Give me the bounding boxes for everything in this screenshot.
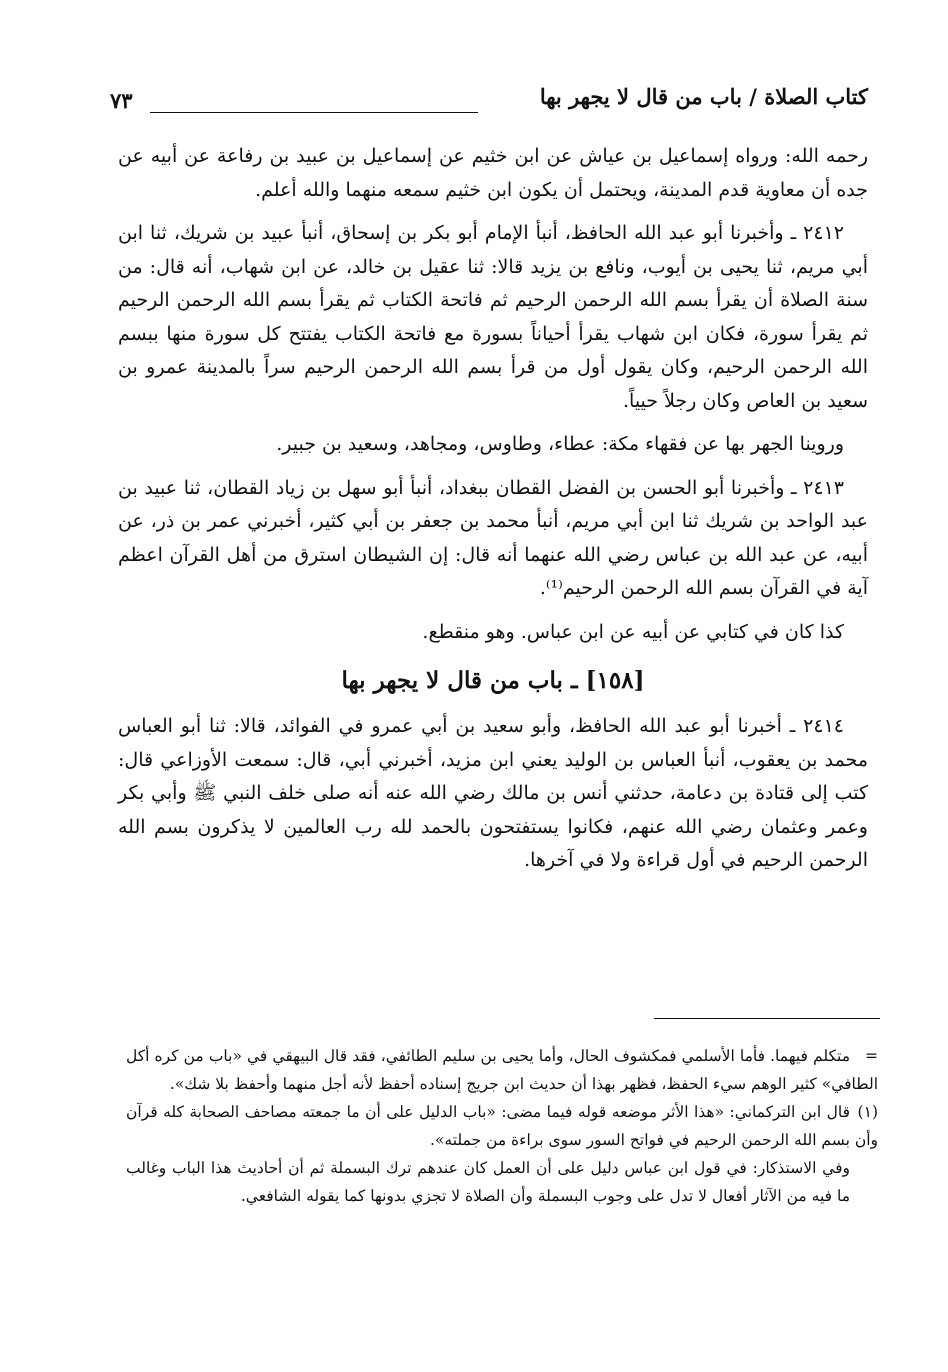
- footnote-text: متكلم فيهما. فأما الأسلمي فمكشوف الحال، وأما يحيى بن سليم الطائفي، فقد قال البيهقي في «باب من كره أكل الطافي» كثير الوهم سيء الحفظ، فظهر بهذا أن حديث ابن جريج إسناده أحفظ لأنه أجل منهما وأحفظ بلا شك».: [126, 1047, 878, 1093]
- footnote-separator: [654, 1018, 880, 1019]
- running-header: [110, 84, 868, 124]
- hadith-2413: ٢٤١٣ ـ وأخبرنا أبو الحسن بن الفضل القطان ببغداد، أنبأ أبو سهل بن زياد القطان، ثنا عبيد بن عبد الواحد بن شريك ثنا ابن أبي مريم، أنبأ محمد بن جعفر بن أبي كثير، أخبرني عمر بن ذر، عن أبيه، عن عبد الله بن عباس رضي الله عنهما أنه قال: إن الشيطان استرق من أهل القرآن اعظم آية في القرآن بسم الله الرحمن الرحيم⁽¹⁾.: [118, 476, 868, 599]
- footnote-text: قال ابن التركماني: «هذا الأثر موضعه قوله فيما مضى: «باب الدليل على أن ما جمعته مصاحف الصحابة كله قرآن وأن بسم الله الرحمن الرحيم في فواتح السور سوى براءة من جملته».: [126, 1103, 878, 1149]
- paragraph-jahr-narrations: وروينا الجهر بها عن فقهاء مكة: عطاء، وطاوس، ومجاهد، وسعيد بن جبير.: [276, 433, 844, 455]
- paragraph-comment: كذا كان في كتابي عن أبيه عن ابن عباس. وهو منقطع.: [422, 620, 844, 643]
- main-text: [118, 140, 868, 888]
- running-title: كتاب الصلاة / باب من قال لا يجهر بها: [539, 84, 868, 109]
- footnote-1: [126, 1098, 878, 1154]
- hadith-2412: ٢٤١٢ ـ وأخبرنا أبو عبد الله الحافظ، أنبأ الإمام أبو بكر بن إسحاق، أنبأ عبيد بن شريك، ثنا ابن أبي مريم، ثنا يحيى بن أيوب، ونافع بن يزيد قالا: ثنا عقيل بن خالد، عن ابن شهاب، أنه قال: من سنة الصلاة أن يقرأ بسم الله الرحمن الرحيم ثم فاتحة الكتاب ثم يقرأ بسم الله الرحمن الرحيم ثم يقرأ سورة، فكان ابن شهاب يقرأ أحياناً بسورة مع فاتحة الكتاب يفتتح كل سورة منها ببسم الله الرحمن الرحيم، وكان يقول أول من قرأ بسم الله الرحمن الرحيم سراً بالمدينة عمرو بن سعيد بن العاص وكان رجلاً حيياً.: [118, 222, 868, 412]
- footnote-mark: =: [865, 1047, 878, 1065]
- header-rule: [150, 112, 478, 113]
- paragraph-continuation: رحمه الله: ورواه إسماعيل بن عياش عن ابن خثيم عن إسماعيل بن عبيد بن رفاعة عن أبيه عن جده أن معاوية قدم المدينة، ويحتمل أن يكون ابن خثيم سمعه منهما والله أعلم.: [118, 145, 868, 201]
- footnote-mark: (١): [857, 1103, 878, 1121]
- chapter-heading: [١٥٨] ـ باب من قال لا يجهر بها: [341, 667, 645, 694]
- page-number: ٧٣: [110, 88, 133, 113]
- footnote-1-continuation: وفي الاستذكار: في قول ابن عباس دليل على أن العمل كان عندهم ترك البسملة ثم أن أحاديث هذا الباب وغالب ما فيه من الآثار أفعال لا تدل على وجوب البسملة وأن الصلاة لا تجزي بدونها كما يقوله الشافعي.: [126, 1159, 850, 1205]
- hadith-2414: ٢٤١٤ ـ أخبرنا أبو عبد الله الحافظ، وأبو سعيد بن أبي عمرو في الفوائد، قالا: ثنا أبو العباس محمد بن يعقوب، أنبأ العباس بن الوليد يعني ابن مزيد، أخبرني أبي، قال: سمعت الأوزاعي قال: كتب إلى قتادة بن دعامة، حدثني أنس بن مالك رضي الله عنه أنه صلى خلف النبي ﷺ وأبي بكر وعمر وعثمان رضي الله عنهم، فكانوا يستفتحون بالحمد لله رب العالمين لا يذكرون بسم الله الرحمن الرحيم في أول قراءة ولا في آخرها.: [118, 715, 868, 871]
- footnotes: [126, 1042, 878, 1210]
- footnote-continued: [126, 1042, 878, 1098]
